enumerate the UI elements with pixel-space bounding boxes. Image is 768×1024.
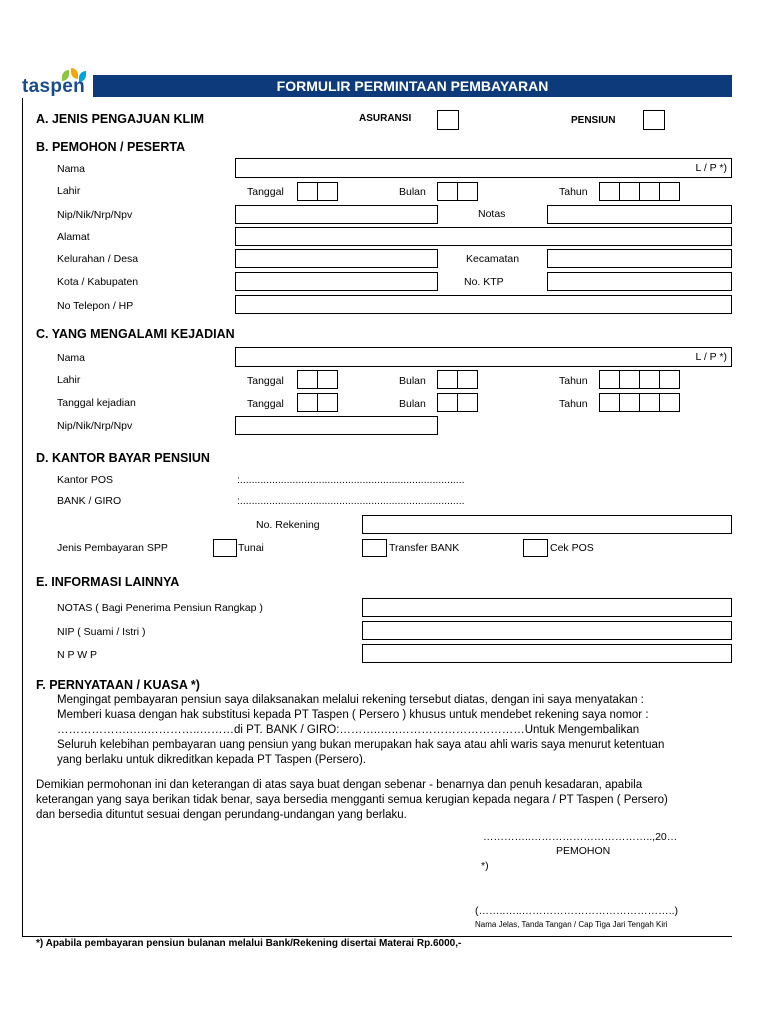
signature-role: PEMOHON — [556, 845, 611, 857]
form-title: FORMULIR PERMINTAAN PEMBAYARAN — [276, 78, 549, 94]
logo-wordmark: taspen — [22, 76, 86, 97]
b-gender-label: L / P *) — [695, 162, 727, 174]
d-cek-label: Cek POS — [550, 542, 594, 554]
f-statement — [57, 693, 727, 768]
e-npwp-field[interactable] — [362, 644, 732, 663]
e-nip-field[interactable] — [362, 621, 732, 640]
f-line-3: ……………….…..…………..………di PT. BANK / GIRO:………..…..……………………………Untuk Mengembalikan — [57, 724, 640, 736]
declaration-line-1: Demikian permohonan ini dan keterangan di atas saya buat dengan sebenar - benarnya dan penuh kesadaran, apabila — [36, 779, 643, 791]
c-nip-label: Nip/Nik/Nrp/Npv — [57, 420, 133, 432]
f-line-4: Seluruh kelebihan pembayaran uang pensiun yang bukan merupakan hak saya atau ahli waris saya menurut ketentuan — [57, 739, 665, 751]
b-tanggal-label: Tanggal — [247, 186, 284, 198]
b-ktp-field[interactable] — [547, 272, 732, 291]
c-tahun2-label: Tahun — [559, 398, 588, 410]
c-nama-field[interactable] — [235, 347, 732, 367]
section-d-heading: D. KANTOR BAYAR PENSIUN — [36, 451, 210, 465]
d-no-rekening-label: No. Rekening — [256, 519, 320, 531]
c-tanggal-cells[interactable] — [297, 370, 338, 389]
b-nip-label: Nip/Nik/Nrp/Npv — [57, 209, 133, 221]
c-nama-label: Nama — [57, 352, 86, 364]
e-notas-field[interactable] — [362, 598, 732, 617]
f-line-1: Mengingat pembayaran pensiun saya dilaksanakan melalui rekening tersebut diatas, dengan ini saya menyatakan : — [57, 694, 644, 706]
f-line-2: Memberi kuasa dengan hak substitusi kepada PT Taspen ( Persero ) khusus untuk mendebet rekening saya nomor : — [57, 709, 649, 721]
c-tanggal2-cells[interactable] — [297, 393, 338, 412]
signature-caption: Nama Jelas, Tanda Tangan / Cap Tiga Jari Tengah Kiri — [475, 920, 668, 929]
pensiun-label: PENSIUN — [571, 115, 616, 126]
c-nip-field[interactable] — [235, 416, 438, 435]
declaration-line-2: keterangan yang saya berikan tidak benar, saya bersedia mengganti semua kerugian kepada negara / PT Taspen ( Persero) — [36, 794, 668, 806]
c-tahun-label: Tahun — [559, 375, 588, 387]
b-alamat-field[interactable] — [235, 227, 732, 246]
b-nip-field[interactable] — [235, 205, 438, 224]
asuransi-checkbox[interactable] — [437, 110, 459, 130]
declaration-line-3: dan bersedia dituntut sesuai dengan perundang-undangan yang berlaku. — [36, 809, 407, 821]
d-jenis-label: Jenis Pembayaran SPP — [57, 542, 168, 554]
c-tahun-cells[interactable] — [599, 370, 680, 389]
b-alamat-label: Alamat — [57, 231, 90, 243]
b-kecamatan-label: Kecamatan — [466, 253, 520, 265]
bottom-border — [22, 936, 732, 937]
b-kecamatan-field[interactable] — [547, 249, 732, 268]
section-c-heading: C. YANG MENGALAMI KEJADIAN — [36, 327, 235, 341]
b-nama-field[interactable] — [235, 158, 732, 178]
signature-name-line[interactable]: (……..…..……………………………………..) — [475, 905, 678, 917]
b-tahun-cells[interactable] — [599, 182, 680, 201]
e-notas-label: NOTAS ( Bagi Penerima Pensiun Rangkap ) — [57, 602, 263, 614]
d-transfer-label: Transfer BANK — [389, 542, 460, 554]
section-b-heading: B. PEMOHON / PESERTA — [36, 140, 186, 154]
signature-mark: *) — [481, 860, 489, 872]
b-lahir-label: Lahir — [57, 185, 81, 197]
c-gender-label: L / P *) — [695, 351, 727, 363]
b-bulan-label: Bulan — [399, 186, 426, 198]
d-kantor-pos-label: Kantor POS — [57, 474, 114, 486]
d-tunai-label: Tunai — [238, 542, 264, 554]
b-kelurahan-field[interactable] — [235, 249, 438, 268]
b-nama-label: Nama — [57, 163, 86, 175]
b-bulan-cells[interactable] — [437, 182, 478, 201]
b-telepon-label: No Telepon / HP — [57, 300, 134, 312]
left-border — [22, 98, 23, 936]
b-telepon-field[interactable] — [235, 295, 732, 314]
d-cek-checkbox[interactable] — [523, 539, 548, 557]
c-lahir-label: Lahir — [57, 374, 81, 386]
section-f-heading: F. PERNYATAAN / KUASA *) — [36, 678, 200, 692]
d-bank-dots[interactable]: :............................................................................. — [237, 495, 465, 507]
b-kelurahan-label: Kelurahan / Desa — [57, 253, 139, 265]
b-tanggal-cells[interactable] — [297, 182, 338, 201]
e-nip-label: NIP ( Suami / Istri ) — [57, 626, 146, 638]
pensiun-checkbox[interactable] — [643, 110, 665, 130]
b-tahun-label: Tahun — [559, 186, 588, 198]
asuransi-label: ASURANSI — [359, 113, 412, 124]
title-bar — [93, 75, 732, 97]
c-tanggal2-label: Tanggal — [247, 398, 284, 410]
d-kantor-pos-dots[interactable]: :............................................................................. — [237, 474, 465, 486]
d-transfer-checkbox[interactable] — [362, 539, 387, 557]
c-tgl-kejadian-label: Tanggal kejadian — [57, 397, 136, 409]
section-e-heading: E. INFORMASI LAINNYA — [36, 575, 180, 589]
c-bulan-cells[interactable] — [437, 370, 478, 389]
d-bank-label: BANK / GIRO — [57, 495, 122, 507]
footnote: *) Apabila pembayaran pensiun bulanan melalui Bank/Rekening disertai Materai Rp.6000,- — [36, 938, 462, 949]
b-ktp-label: No. KTP — [464, 276, 504, 288]
d-no-rekening-field[interactable] — [362, 515, 732, 534]
c-tanggal-label: Tanggal — [247, 375, 284, 387]
f-line-5: yang berlaku untuk dikreditkan kepada PT Taspen (Persero). — [57, 754, 366, 766]
e-npwp-label: N P W P — [57, 649, 98, 661]
b-kota-label: Kota / Kabupaten — [57, 276, 139, 288]
c-tahun2-cells[interactable] — [599, 393, 680, 412]
section-a-heading: A. JENIS PENGAJUAN KLIM — [36, 112, 205, 126]
c-bulan2-cells[interactable] — [437, 393, 478, 412]
b-notas-field[interactable] — [547, 205, 732, 224]
b-kota-field[interactable] — [235, 272, 438, 291]
d-tunai-checkbox[interactable] — [213, 539, 237, 557]
c-bulan-label: Bulan — [399, 375, 426, 387]
signature-date-line[interactable]: …………..……………………………..,20… — [483, 831, 678, 843]
b-notas-label: Notas — [478, 208, 506, 220]
taspen-logo — [22, 74, 94, 102]
declaration — [36, 778, 732, 823]
c-bulan2-label: Bulan — [399, 398, 426, 410]
